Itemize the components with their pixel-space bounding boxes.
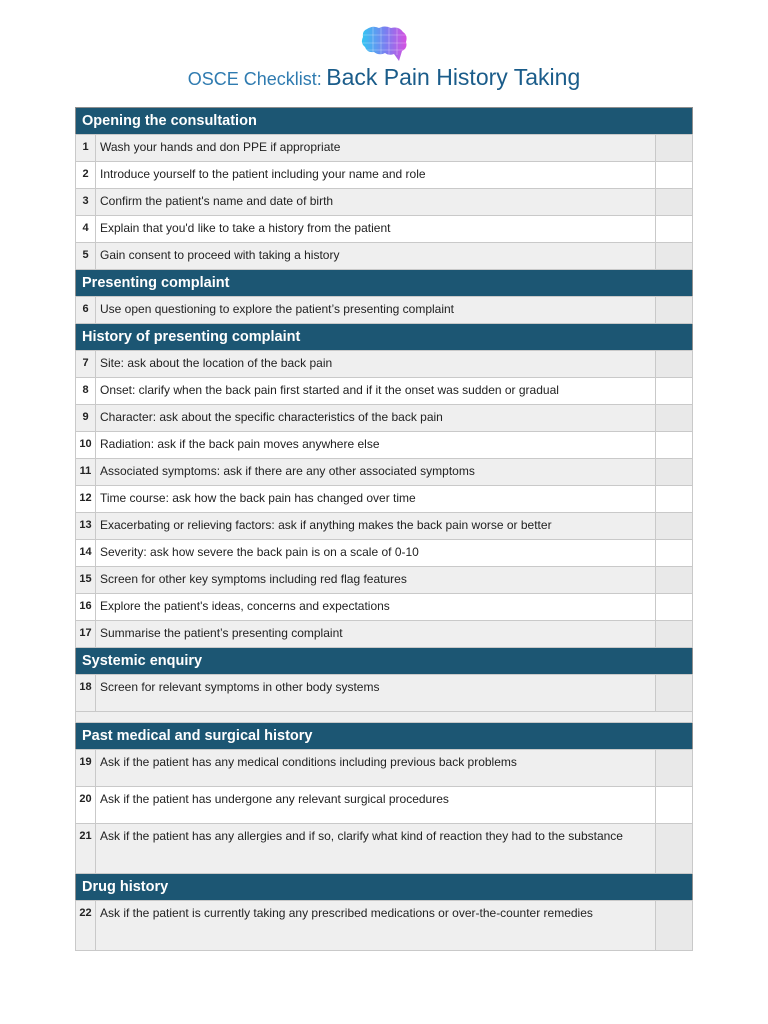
item-number: 13 — [76, 513, 96, 540]
item-text: Radiation: ask if the back pain moves anywhere else — [96, 432, 656, 459]
check-box[interactable] — [656, 459, 693, 486]
item-text: Severity: ask how severe the back pain is on a scale of 0-10 — [96, 540, 656, 567]
checklist-row — [76, 594, 693, 621]
check-box[interactable] — [656, 675, 693, 712]
section-header — [76, 723, 693, 750]
checklist-row — [76, 162, 693, 189]
checklist-row — [76, 297, 693, 324]
item-text: Use open questioning to explore the patient’s presenting complaint — [96, 297, 656, 324]
check-box[interactable] — [656, 513, 693, 540]
check-box[interactable] — [656, 432, 693, 459]
check-box[interactable] — [656, 162, 693, 189]
checklist-table — [75, 107, 693, 951]
item-number: 7 — [76, 351, 96, 378]
item-number: 11 — [76, 459, 96, 486]
check-box[interactable] — [656, 189, 693, 216]
checklist-row — [76, 513, 693, 540]
section-header — [76, 108, 693, 135]
item-text: Ask if the patient has undergone any relevant surgical procedures — [96, 787, 656, 824]
checklist-row — [76, 135, 693, 162]
item-text: Screen for other key symptoms including red flag features — [96, 567, 656, 594]
item-number: 18 — [76, 675, 96, 712]
item-text: Confirm the patient's name and date of birth — [96, 189, 656, 216]
section-title: History of presenting complaint — [76, 324, 693, 351]
item-text: Introduce yourself to the patient including your name and role — [96, 162, 656, 189]
section-header — [76, 324, 693, 351]
checklist-row — [76, 621, 693, 648]
checklist-row — [76, 216, 693, 243]
item-text: Ask if the patient has any medical conditions including previous back problems — [96, 750, 656, 787]
item-number: 15 — [76, 567, 96, 594]
item-text: Explore the patient's ideas, concerns and expectations — [96, 594, 656, 621]
checklist-row — [76, 540, 693, 567]
brain-logo-icon — [359, 25, 409, 65]
check-box[interactable] — [656, 297, 693, 324]
item-number: 4 — [76, 216, 96, 243]
checklist-row — [76, 459, 693, 486]
item-text: Exacerbating or relieving factors: ask if anything makes the back pain worse or better — [96, 513, 656, 540]
check-box[interactable] — [656, 378, 693, 405]
checklist-row — [76, 351, 693, 378]
item-number: 5 — [76, 243, 96, 270]
title-prefix: OSCE Checklist: — [187, 69, 322, 89]
item-text: Ask if the patient is currently taking any prescribed medications or over-the-counter remedies — [96, 901, 656, 951]
check-box[interactable] — [656, 135, 693, 162]
checklist-row — [76, 787, 693, 824]
checklist-row — [76, 405, 693, 432]
check-box[interactable] — [656, 243, 693, 270]
title-main: Back Pain History Taking — [326, 64, 581, 90]
item-text: Onset: clarify when the back pain first started and if it the onset was sudden or gradual — [96, 378, 656, 405]
row-spacer-cell — [76, 712, 693, 723]
item-number: 9 — [76, 405, 96, 432]
item-text: Ask if the patient has any allergies and if so, clarify what kind of reaction they had to the substance — [96, 824, 656, 874]
check-box[interactable] — [656, 216, 693, 243]
item-text: Summarise the patient’s presenting complaint — [96, 621, 656, 648]
section-title: Opening the consultation — [76, 108, 693, 135]
item-number: 3 — [76, 189, 96, 216]
item-number: 19 — [76, 750, 96, 787]
check-box[interactable] — [656, 901, 693, 951]
checklist-row — [76, 750, 693, 787]
item-text: Wash your hands and don PPE if appropriate — [96, 135, 656, 162]
item-text: Screen for relevant symptoms in other body systems — [96, 675, 656, 712]
item-number: 1 — [76, 135, 96, 162]
section-title: Systemic enquiry — [76, 648, 693, 675]
check-box[interactable] — [656, 824, 693, 874]
item-text: Explain that you'd like to take a history from the patient — [96, 216, 656, 243]
item-number: 20 — [76, 787, 96, 824]
checklist-row — [76, 675, 693, 712]
item-text: Associated symptoms: ask if there are any other associated symptoms — [96, 459, 656, 486]
checklist-row — [76, 378, 693, 405]
section-header — [76, 270, 693, 297]
check-box[interactable] — [656, 405, 693, 432]
section-title: Drug history — [76, 874, 693, 901]
item-text: Time course: ask how the back pain has changed over time — [96, 486, 656, 513]
item-number: 14 — [76, 540, 96, 567]
item-number: 21 — [76, 824, 96, 874]
check-box[interactable] — [656, 486, 693, 513]
check-box[interactable] — [656, 540, 693, 567]
checklist-row — [76, 824, 693, 874]
checklist-row — [76, 901, 693, 951]
section-title: Presenting complaint — [76, 270, 693, 297]
row-spacer — [76, 712, 693, 723]
item-number: 6 — [76, 297, 96, 324]
item-number: 10 — [76, 432, 96, 459]
item-number: 16 — [76, 594, 96, 621]
section-header — [76, 874, 693, 901]
checklist-row — [76, 243, 693, 270]
item-text: Gain consent to proceed with taking a history — [96, 243, 656, 270]
item-number: 2 — [76, 162, 96, 189]
item-text: Character: ask about the specific characteristics of the back pain — [96, 405, 656, 432]
item-number: 22 — [76, 901, 96, 951]
check-box[interactable] — [656, 351, 693, 378]
checklist-row — [76, 432, 693, 459]
checklist-row — [76, 567, 693, 594]
page-title — [0, 64, 768, 91]
item-text: Site: ask about the location of the back pain — [96, 351, 656, 378]
item-number: 12 — [76, 486, 96, 513]
item-number: 8 — [76, 378, 96, 405]
checklist-row — [76, 486, 693, 513]
section-header — [76, 648, 693, 675]
check-box[interactable] — [656, 621, 693, 648]
item-number: 17 — [76, 621, 96, 648]
check-box[interactable] — [656, 750, 693, 787]
checklist-row — [76, 189, 693, 216]
check-box[interactable] — [656, 787, 693, 824]
section-title: Past medical and surgical history — [76, 723, 693, 750]
check-box[interactable] — [656, 594, 693, 621]
check-box[interactable] — [656, 567, 693, 594]
